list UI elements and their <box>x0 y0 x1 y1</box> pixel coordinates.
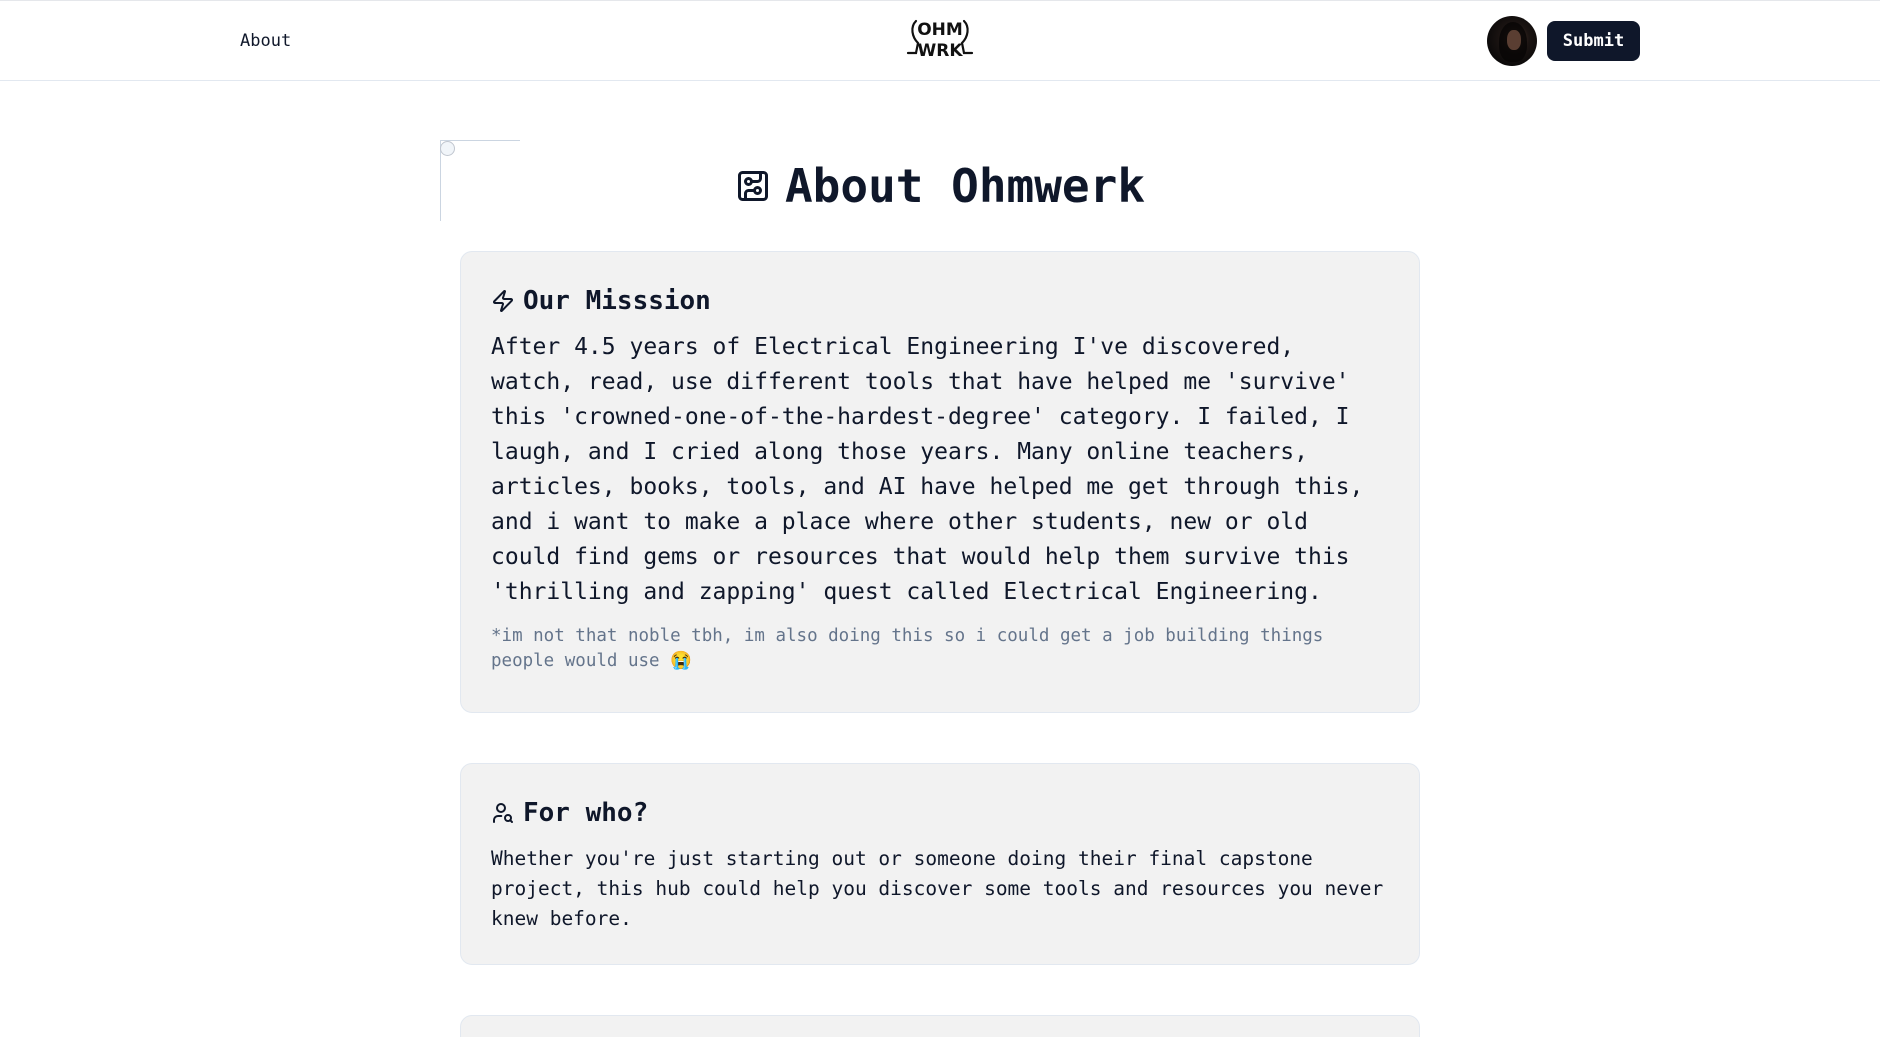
svg-text:OHM: OHM <box>917 20 963 40</box>
user-avatar[interactable] <box>1487 16 1537 66</box>
mission-heading-text: Our Misssion <box>523 286 711 316</box>
for-who-body: Whether you're just starting out or someone doing their final capstone project, this hub could help you discover some tools and resources you never knew before. <box>491 847 1384 930</box>
page-title <box>0 156 1880 216</box>
submit-button[interactable]: Submit <box>1547 21 1640 61</box>
ohmwerk-logo[interactable] <box>906 13 974 65</box>
circuit-board-icon <box>735 168 771 204</box>
nav-link-about[interactable]: About <box>240 31 292 51</box>
mission-heading <box>491 284 1389 318</box>
mission-body: After 4.5 years of Electrical Engineering I've discovered, watch, read, use different tools that have helped me 'survive' this 'crowned-one-of-the-hardest-degree' category. I failed, I laugh, and I cried along those years. Many online teachers, articles, books, tools, and AI have helped me get through this, and i want to make a place where other students, new or old could find gems or resources that would help them survive this 'thrilling and zapping' quest called Electrical Engineering. <box>491 334 1364 605</box>
avatar-face <box>1507 30 1521 50</box>
mission-card <box>460 251 1420 713</box>
svg-text:WRK: WRK <box>917 41 963 61</box>
page-title-text: About Ohmwerk <box>784 159 1146 213</box>
mission-footnote: *im not that noble tbh, im also doing this so i could get a job building things people would use 😭 <box>491 626 1324 671</box>
user-search-icon <box>491 801 515 825</box>
for-who-heading-text: For who? <box>523 798 649 828</box>
for-who-card <box>460 763 1420 965</box>
next-section-card <box>460 1015 1420 1037</box>
decorative-trace-node <box>440 141 455 156</box>
site-header <box>0 0 1880 81</box>
zap-icon <box>491 289 515 313</box>
for-who-heading <box>491 796 1389 830</box>
decorative-trace-horizontal <box>440 140 520 141</box>
logo-mark-icon <box>906 13 974 65</box>
